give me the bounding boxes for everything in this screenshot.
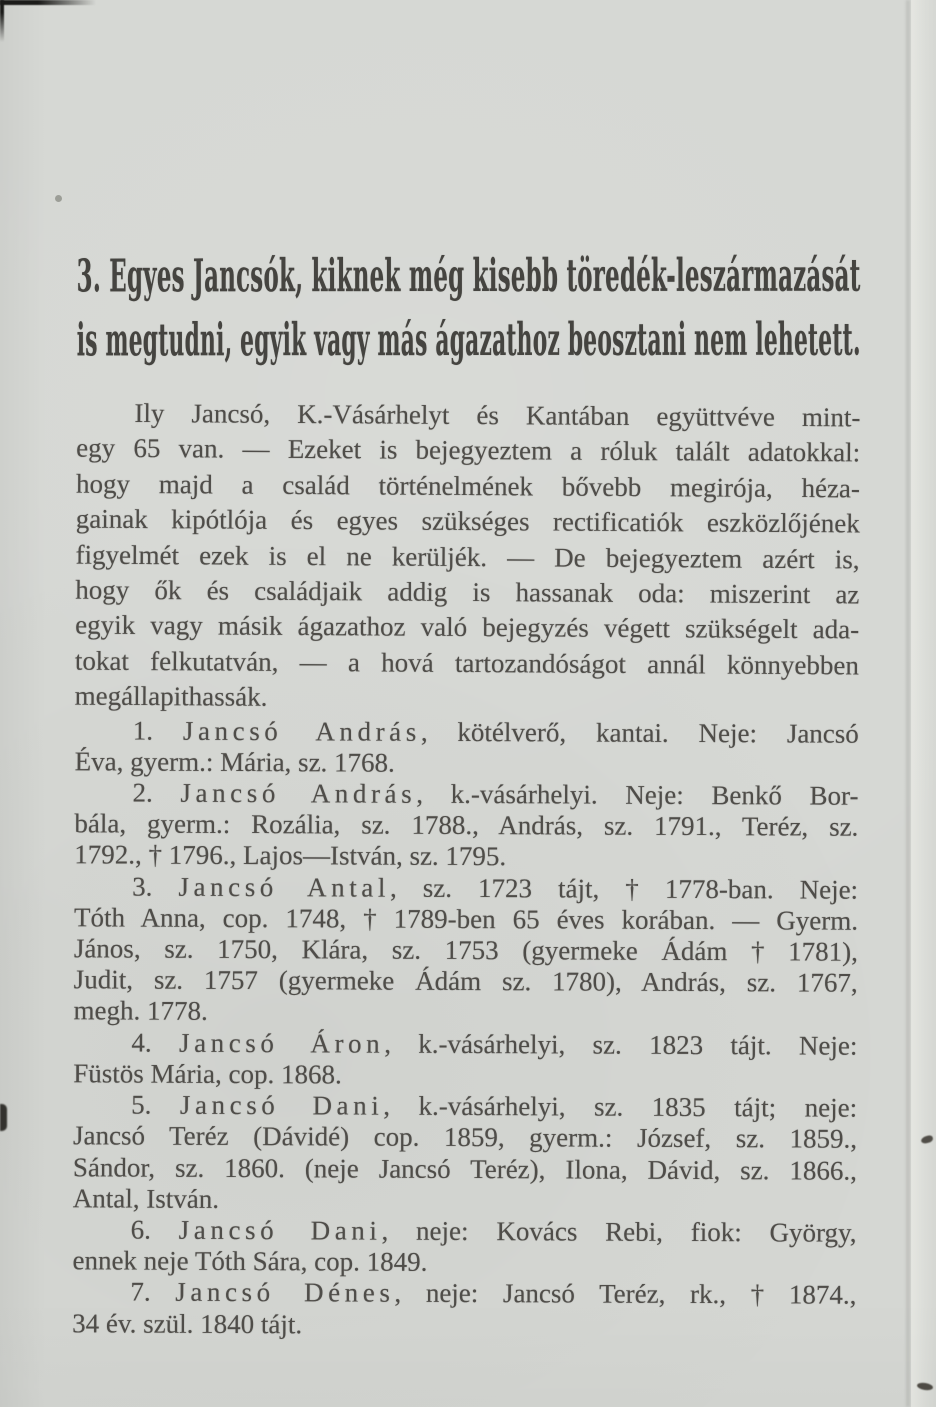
text-segment: 2. [132,777,181,808]
text-line-content [131,1214,857,1248]
entry-paragraph [74,777,858,874]
text-segment: hogy ők és családjaik addig is hassanak oda: miszerint az [75,574,860,610]
text-line-content [72,1245,427,1278]
text-segment: , neje: Jancsó Teréz, rk., † 1874., [394,1278,857,1311]
heading-line-text: 3. Egyes Jancsók, kiknek még kisebb töredék-leszármazását [76,248,861,303]
text-line [132,778,858,812]
text-line-content [74,902,858,937]
text-line-content [132,871,858,905]
text-segment: 1792., † 1796., Lajos—István, sz. 1795. [74,839,507,872]
text-line-content [73,1121,857,1156]
text-segment: 3. [132,871,179,902]
text-line-content [75,746,395,779]
text-line-content [75,608,859,648]
text-line-content [76,431,860,471]
text-segment: , neje: Kovács Rebi, fiok: György, [381,1215,857,1248]
text-line [74,965,858,1000]
text-segment: 7. [130,1276,176,1308]
entry-paragraph [73,1027,857,1093]
text-line-content [75,537,859,577]
text-line [75,608,859,648]
text-segment: figyelmét ezek is el ne kerüljék. — De bejegyeztem azért is, [75,539,860,575]
text-line [75,537,859,577]
text-segment: 5. [131,1089,180,1120]
text-line [73,1121,857,1156]
text-line-content [76,502,860,542]
text-line-content [131,1027,857,1061]
text-segment: Éva, gyerm.: Mária, sz. 1768. [74,746,395,778]
text-segment: Tóth Anna, cop. 1748, † 1789-ben 65 éves korában. — Gyerm. [73,902,859,936]
text-line-content [133,715,859,749]
text-line-content [73,1152,857,1187]
text-segment: tokat felkutatván, — a hová tartozandóságot annál könnyebben [74,645,860,681]
text-segment: 1. [132,715,183,746]
text-segment: , k.-vásárhelyi, sz. 1835 tájt; neje: [383,1090,858,1123]
text-line-content [73,1183,219,1215]
text-line [75,679,859,719]
intro-paragraph [75,396,861,719]
text-segment: Füstös Mária, cop. 1868. [73,1058,342,1090]
text-line-content [72,1308,302,1340]
text-line-content [75,573,859,613]
text-line-content [74,965,858,1000]
text-segment: 6. [130,1214,179,1245]
text-segment: gainak kipótlója és egyes szükséges rectificatiók eszközlőjének [75,503,860,539]
entry-paragraph [72,1214,856,1280]
text-segment: hogy majd a család történelmének bővebb megirója, héza- [75,468,861,504]
text-line [74,933,858,968]
text-line-content [131,1090,857,1124]
text-line [131,1214,857,1248]
entry-paragraph [74,871,859,1030]
text-line-content [74,809,858,844]
person-name: Jancsó Dani [178,1214,382,1246]
entry-paragraph [73,1089,858,1217]
text-line [133,715,859,749]
entry-paragraph [72,1277,856,1343]
text-segment: , kötélverő, kantai. Neje: Jancsó [420,716,859,749]
person-name: Jancsó Dani [179,1089,384,1121]
text-line [73,1183,857,1218]
text-line [73,1152,857,1187]
ink-speck [917,1382,934,1391]
text-line [130,1277,856,1311]
text-line [134,396,860,436]
text-segment: 4. [131,1027,180,1058]
text-segment: Jancsó Teréz (Dávidé) cop. 1859, gyerm.: József, sz. 1859., [72,1120,858,1155]
text-segment: Judit, sz. 1757 (gyermeke Ádám sz. 1780), András, sz. 1767, [73,964,858,998]
text-line-content [75,679,268,716]
text-segment: Sándor, sz. 1860. (neje Jancsó Teréz), Ilona, Dávid, sz. 1866., [72,1151,857,1186]
text-segment: , sz. 1723 tájt, † 1778-ban. Neje: [389,872,859,905]
text-line [132,871,858,905]
text-line-content [134,396,860,436]
text-line-content [130,1277,856,1311]
entry-paragraph [75,715,859,781]
text-line-content [75,643,859,683]
body-text [72,396,860,1342]
heading-line [77,308,861,373]
section-heading [77,244,861,373]
text-line-content [132,778,858,812]
text-segment: Ily Jancsó, K.-Vásárhelyt és Kantában együttvéve mint- [134,397,861,433]
text-line-content [73,1058,342,1090]
person-name: Jancsó Antal [178,871,391,903]
text-line [76,431,860,471]
text-segment: egy 65 van. — Ezeket is bejegyeztem a róluk talált adatokkal: [76,433,861,468]
text-segment: , k.-vásárhelyi, sz. 1823 tájt. Neje: [384,1028,858,1061]
text-line [131,1027,857,1061]
heading-line [77,244,861,309]
text-segment: János, sz. 1750, Klára, sz. 1753 (gyermeke Ádám † 1781), [73,933,858,967]
person-name: Jancsó András [180,777,417,809]
text-segment: megh. 1778. [73,995,208,1027]
text-line-content [74,840,506,873]
text-line [73,1058,857,1093]
text-line [74,996,858,1031]
person-name: Jancsó András [182,715,421,747]
text-line [131,1090,857,1124]
text-line [74,840,858,875]
text-line [76,466,860,506]
text-line [75,573,859,613]
text-line-content [76,466,860,506]
person-name: Jancsó Áron [178,1027,385,1059]
text-segment: , k.-vásárhelyi. Neje: Benkő Bor- [416,778,859,811]
heading-line-text: is megtudni, egyik vagy más ágazathoz beosztani nem lehetett. [76,312,861,367]
text-segment: egyik vagy másik ágazathoz való bejegyzés végett szükségelt ada- [75,610,860,645]
text-line [74,809,858,844]
text-segment: 34 év. szül. 1840 tájt. [72,1307,303,1339]
text-segment: Antal, István. [72,1182,220,1214]
text-line [72,1308,856,1343]
text-segment: ennek neje Tóth Sára, cop. 1849. [72,1245,428,1277]
text-line [75,643,859,683]
text-line [75,746,859,781]
text-line [72,1245,856,1280]
text-segment: bála, gyerm.: Rozália, sz. 1788., András, sz. 1791., Teréz, sz. [74,808,859,842]
text-line [74,902,858,937]
text-segment: megállapithassák. [74,680,268,713]
text-line-content [74,996,208,1028]
person-name: Jancsó Dénes [175,1277,395,1309]
text-line-content [74,933,858,968]
text-line [76,502,860,542]
